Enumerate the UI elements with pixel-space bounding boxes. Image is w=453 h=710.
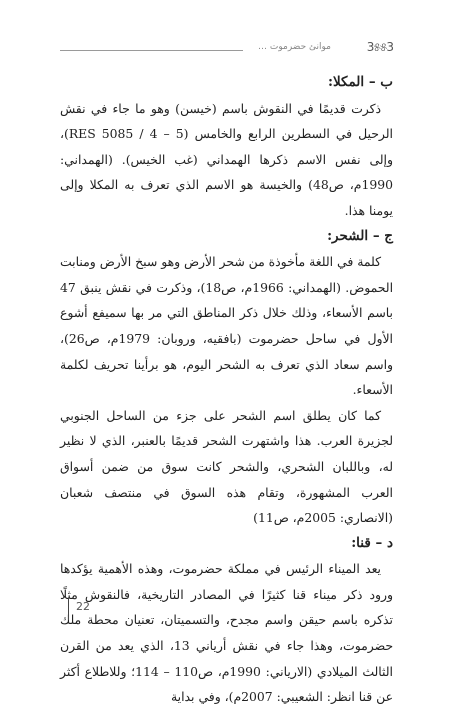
header-ornament: 3୫୫3: [366, 40, 393, 54]
paragraph: كما كان يطلق اسم الشحر على جزء من الساحل الجنوبي لجزيرة العرب. هذا واشتهرت الشحر قديمًا بالعنبر، الذي لا نظير له، وباللبان الشحري، والشحر كانت سوق من ضمن أسواق العرب المشهورة، وتقام هذه السوق في منتصف شعبان (الانصاري: 2005م، ص11): [60, 407, 393, 526]
running-title: موانئ حضرموت …: [258, 42, 331, 52]
running-head: [60, 38, 393, 58]
section-heading: ب – المكلا:: [327, 74, 393, 90]
section-mukalla: [60, 70, 393, 224]
header-rule: [60, 50, 243, 51]
page-folio: [0, 584, 110, 640]
paragraph: يعد الميناء الرئيس في مملكة حضرموت، وهذه الأهمية يؤكدها ورود ذكر ميناء قنا كثيرًا في المصادر التاريخية، فالنقوش مثلًا تذكره باسم حيقن واسم مجدح، والتسميتان، تعنيان محطة ملك حضرموت، وهذا جاء في نقش أرياني 13، الذي يعد من القرن الثالث الميلادي (الارياني: 1990م، ص110 – 114؛ وللاطلاع أكثر عن قنا انظر: الشعيبي: 2007م)، وفي بداية: [60, 561, 393, 705]
section-shihr: [60, 224, 393, 531]
page-number: 22: [76, 600, 90, 613]
section-heading: ج – الشحر:: [327, 227, 393, 244]
section-heading: د – قنا:: [351, 534, 393, 551]
paragraph: ذكرت قديمًا في النقوش باسم (خيسن) وهو ما جاء في نقش الرحيل في السطرين الرابع والخامس (RES 5085 / 4 – 5)، وإلى نفس الاسم ذكرها الهمداني (غب الخيس). (الهمداني: 1990م، ص48) والخيسة هو الاسم الذي تعرف به المكلا وإلى يومنا هذا.: [60, 100, 393, 218]
folio-rule: [68, 598, 69, 620]
paragraph: كلمة في اللغة مأخوذة من شحر الأرض وهو سبخ الأرض ومنابت الحموض. (الهمداني: 1966م، ص18)، وذكرت في نقش ينبق 47 باسم الأسعاء، وذلك خلال ذكر المناطق التي مر بها سميفع أشوع الأول في ساحل حضرموت (بافقيه، وروبان: 1979م، ص26)، واسم سعاد الذي تعرف به الشحر اليوم، هو برأينا تحريف لكلمة الأسعاء.: [60, 254, 394, 398]
